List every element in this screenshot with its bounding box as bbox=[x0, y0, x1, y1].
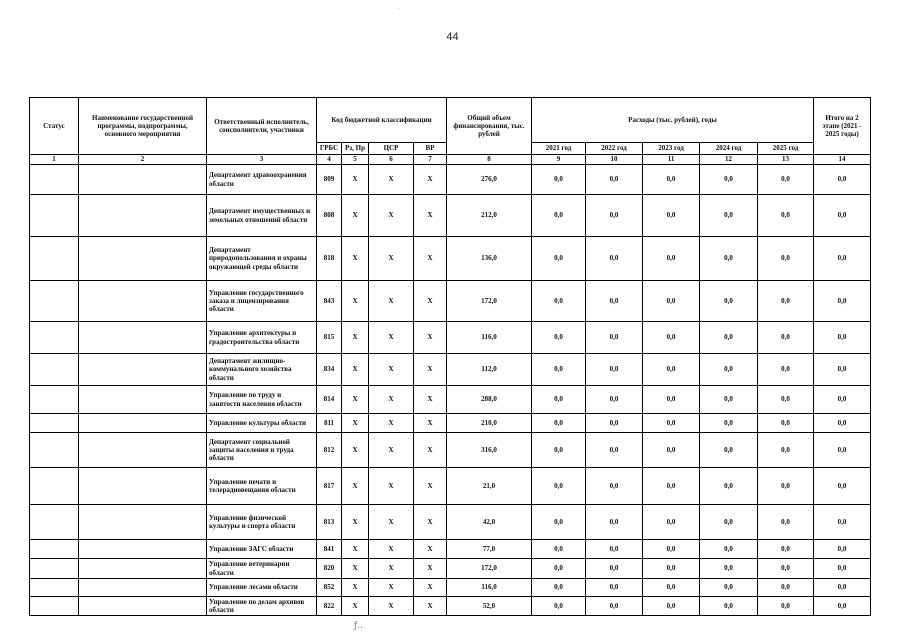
header-vr: ВР bbox=[414, 143, 447, 155]
year-2021-cell: 0,0 bbox=[532, 468, 586, 505]
bottom-mark: ƒ.. bbox=[354, 621, 363, 631]
executor-cell: Управление ветеринарии области bbox=[207, 559, 317, 579]
year-2022-cell: 0,0 bbox=[586, 505, 643, 540]
year-2021-cell: 0,0 bbox=[532, 354, 586, 386]
total-cell: 172,0 bbox=[447, 281, 532, 322]
total-cell: 212,0 bbox=[447, 195, 532, 237]
executor-cell: Управление по делам архивов области bbox=[207, 597, 317, 616]
header-year-2025: 2025 год bbox=[758, 143, 814, 155]
year-2022-cell: 0,0 bbox=[586, 165, 643, 195]
year-2023-cell: 0,0 bbox=[643, 505, 700, 540]
stage-total-cell: 0,0 bbox=[814, 559, 871, 579]
stage-total-cell: 0,0 bbox=[814, 414, 871, 433]
column-number: 11 bbox=[643, 155, 700, 165]
name-cell bbox=[79, 579, 207, 597]
status-cell bbox=[30, 322, 79, 354]
page-number: 44 bbox=[446, 31, 459, 43]
year-2024-cell: 0,0 bbox=[700, 597, 758, 616]
year-2021-cell: 0,0 bbox=[532, 386, 586, 414]
year-2025-cell: 0,0 bbox=[758, 237, 814, 281]
executor-cell: Департамент природопользования и охраны окружающей среды области bbox=[207, 237, 317, 281]
year-2022-cell: 0,0 bbox=[586, 468, 643, 505]
year-2024-cell: 0,0 bbox=[700, 322, 758, 354]
name-cell bbox=[79, 468, 207, 505]
year-2025-cell: 0,0 bbox=[758, 468, 814, 505]
rz-pr-cell: Х bbox=[342, 195, 369, 237]
stage-total-cell: 0,0 bbox=[814, 237, 871, 281]
year-2021-cell: 0,0 bbox=[532, 579, 586, 597]
rz-pr-cell: Х bbox=[342, 597, 369, 616]
csr-cell: Х bbox=[369, 579, 414, 597]
table-row bbox=[30, 433, 871, 468]
vr-cell: Х bbox=[414, 322, 447, 354]
year-2024-cell: 0,0 bbox=[700, 414, 758, 433]
executor-cell: Управление культуры области bbox=[207, 414, 317, 433]
year-2024-cell: 0,0 bbox=[700, 281, 758, 322]
vr-cell: Х bbox=[414, 237, 447, 281]
table-row bbox=[30, 468, 871, 505]
total-cell: 288,0 bbox=[447, 386, 532, 414]
grbs-cell: 815 bbox=[317, 322, 342, 354]
column-number: 7 bbox=[414, 155, 447, 165]
csr-cell: Х bbox=[369, 195, 414, 237]
grbs-cell: 820 bbox=[317, 559, 342, 579]
header-csr: ЦСР bbox=[369, 143, 414, 155]
column-number: 12 bbox=[700, 155, 758, 165]
total-cell: 112,0 bbox=[447, 354, 532, 386]
total-cell: 116,0 bbox=[447, 579, 532, 597]
year-2021-cell: 0,0 bbox=[532, 597, 586, 616]
year-2023-cell: 0,0 bbox=[643, 237, 700, 281]
stage-total-cell: 0,0 bbox=[814, 281, 871, 322]
executor-cell: Управление по труду и занятости населения области bbox=[207, 386, 317, 414]
vr-cell: Х bbox=[414, 468, 447, 505]
vr-cell: Х bbox=[414, 195, 447, 237]
table-row bbox=[30, 195, 871, 237]
year-2022-cell: 0,0 bbox=[586, 559, 643, 579]
status-cell bbox=[30, 354, 79, 386]
vr-cell: Х bbox=[414, 579, 447, 597]
stage-total-cell: 0,0 bbox=[814, 322, 871, 354]
header-budget-code: Код бюджетной классификации bbox=[317, 98, 447, 143]
header-executor: Ответственный исполнитель, соисполнители, участники bbox=[207, 98, 317, 155]
column-number-row bbox=[30, 155, 871, 165]
year-2023-cell: 0,0 bbox=[643, 165, 700, 195]
year-2024-cell: 0,0 bbox=[700, 165, 758, 195]
status-cell bbox=[30, 505, 79, 540]
grbs-cell: 834 bbox=[317, 354, 342, 386]
rz-pr-cell: Х bbox=[342, 414, 369, 433]
year-2021-cell: 0,0 bbox=[532, 322, 586, 354]
rz-pr-cell: Х bbox=[342, 505, 369, 540]
grbs-cell: 817 bbox=[317, 468, 342, 505]
year-2025-cell: 0,0 bbox=[758, 386, 814, 414]
column-number: 9 bbox=[532, 155, 586, 165]
header-year-2022: 2022 год bbox=[586, 143, 643, 155]
grbs-cell: 841 bbox=[317, 540, 342, 559]
name-cell bbox=[79, 414, 207, 433]
year-2021-cell: 0,0 bbox=[532, 540, 586, 559]
name-cell bbox=[79, 540, 207, 559]
rz-pr-cell: Х bbox=[342, 354, 369, 386]
header-grbs: ГРБС bbox=[317, 143, 342, 155]
rz-pr-cell: Х bbox=[342, 237, 369, 281]
name-cell bbox=[79, 505, 207, 540]
vr-cell: Х bbox=[414, 165, 447, 195]
year-2022-cell: 0,0 bbox=[586, 414, 643, 433]
column-number: 8 bbox=[447, 155, 532, 165]
header-stage-total: Итого на 2 этапе (2021 - 2025 годы) bbox=[814, 98, 871, 155]
table-row bbox=[30, 386, 871, 414]
year-2021-cell: 0,0 bbox=[532, 505, 586, 540]
total-cell: 116,0 bbox=[447, 322, 532, 354]
header-year-2023: 2023 год bbox=[643, 143, 700, 155]
year-2024-cell: 0,0 bbox=[700, 540, 758, 559]
stage-total-cell: 0,0 bbox=[814, 165, 871, 195]
header-name: Наименование государственной программы, подпрограммы, основного мероприятия bbox=[79, 98, 207, 155]
vr-cell: Х bbox=[414, 281, 447, 322]
table-row bbox=[30, 322, 871, 354]
grbs-cell: 811 bbox=[317, 414, 342, 433]
total-cell: 210,0 bbox=[447, 414, 532, 433]
year-2023-cell: 0,0 bbox=[643, 433, 700, 468]
name-cell bbox=[79, 322, 207, 354]
table-row bbox=[30, 505, 871, 540]
executor-cell: Управление физической культуры и спорта области bbox=[207, 505, 317, 540]
csr-cell: Х bbox=[369, 468, 414, 505]
year-2024-cell: 0,0 bbox=[700, 468, 758, 505]
year-2023-cell: 0,0 bbox=[643, 322, 700, 354]
table-row bbox=[30, 597, 871, 616]
column-number: 5 bbox=[342, 155, 369, 165]
vr-cell: Х bbox=[414, 597, 447, 616]
csr-cell: Х bbox=[369, 386, 414, 414]
executor-cell: Управление ЗАГС области bbox=[207, 540, 317, 559]
csr-cell: Х bbox=[369, 354, 414, 386]
rz-pr-cell: Х bbox=[342, 165, 369, 195]
status-cell bbox=[30, 195, 79, 237]
grbs-cell: 812 bbox=[317, 433, 342, 468]
year-2025-cell: 0,0 bbox=[758, 579, 814, 597]
year-2022-cell: 0,0 bbox=[586, 386, 643, 414]
year-2025-cell: 0,0 bbox=[758, 505, 814, 540]
budget-table bbox=[29, 97, 871, 616]
year-2021-cell: 0,0 bbox=[532, 195, 586, 237]
status-cell bbox=[30, 579, 79, 597]
column-number: 14 bbox=[814, 155, 871, 165]
table-row bbox=[30, 354, 871, 386]
year-2025-cell: 0,0 bbox=[758, 322, 814, 354]
name-cell bbox=[79, 195, 207, 237]
vr-cell: Х bbox=[414, 540, 447, 559]
stage-total-cell: 0,0 bbox=[814, 433, 871, 468]
year-2024-cell: 0,0 bbox=[700, 195, 758, 237]
year-2025-cell: 0,0 bbox=[758, 414, 814, 433]
rz-pr-cell: Х bbox=[342, 322, 369, 354]
year-2021-cell: 0,0 bbox=[532, 165, 586, 195]
year-2025-cell: 0,0 bbox=[758, 597, 814, 616]
year-2023-cell: 0,0 bbox=[643, 281, 700, 322]
year-2023-cell: 0,0 bbox=[643, 579, 700, 597]
table-row bbox=[30, 579, 871, 597]
total-cell: 21,0 bbox=[447, 468, 532, 505]
table-row bbox=[30, 540, 871, 559]
header-rz-pr: Рз, Пр bbox=[342, 143, 369, 155]
grbs-cell: 813 bbox=[317, 505, 342, 540]
csr-cell: Х bbox=[369, 237, 414, 281]
column-number: 2 bbox=[79, 155, 207, 165]
stage-total-cell: 0,0 bbox=[814, 579, 871, 597]
executor-cell: Управление лесами области bbox=[207, 579, 317, 597]
year-2025-cell: 0,0 bbox=[758, 433, 814, 468]
csr-cell: Х bbox=[369, 540, 414, 559]
header-expenses: Расходы (тыс. рублей), годы bbox=[532, 98, 814, 143]
executor-cell: Департамент здравоохранения области bbox=[207, 165, 317, 195]
executor-cell: Департамент социальной защиты населения и труда области bbox=[207, 433, 317, 468]
year-2022-cell: 0,0 bbox=[586, 597, 643, 616]
total-cell: 276,0 bbox=[447, 165, 532, 195]
year-2023-cell: 0,0 bbox=[643, 597, 700, 616]
executor-cell: Управление печати и телерадиовещания области bbox=[207, 468, 317, 505]
column-number: 4 bbox=[317, 155, 342, 165]
year-2024-cell: 0,0 bbox=[700, 354, 758, 386]
name-cell bbox=[79, 237, 207, 281]
rz-pr-cell: Х bbox=[342, 386, 369, 414]
year-2022-cell: 0,0 bbox=[586, 354, 643, 386]
stage-total-cell: 0,0 bbox=[814, 597, 871, 616]
year-2023-cell: 0,0 bbox=[643, 540, 700, 559]
executor-cell: Департамент имущественных и земельных отношений области bbox=[207, 195, 317, 237]
table-row bbox=[30, 281, 871, 322]
total-cell: 77,0 bbox=[447, 540, 532, 559]
stage-total-cell: 0,0 bbox=[814, 540, 871, 559]
status-cell bbox=[30, 540, 79, 559]
column-number: 3 bbox=[207, 155, 317, 165]
column-number: 10 bbox=[586, 155, 643, 165]
total-cell: 42,0 bbox=[447, 505, 532, 540]
table-row bbox=[30, 165, 871, 195]
name-cell bbox=[79, 386, 207, 414]
stray-dot: · bbox=[398, 6, 400, 13]
year-2025-cell: 0,0 bbox=[758, 540, 814, 559]
year-2022-cell: 0,0 bbox=[586, 281, 643, 322]
status-cell bbox=[30, 237, 79, 281]
csr-cell: Х bbox=[369, 433, 414, 468]
rz-pr-cell: Х bbox=[342, 559, 369, 579]
csr-cell: Х bbox=[369, 559, 414, 579]
executor-cell: Управление государственного заказа и лицензирования области bbox=[207, 281, 317, 322]
column-number: 13 bbox=[758, 155, 814, 165]
year-2022-cell: 0,0 bbox=[586, 237, 643, 281]
table-row bbox=[30, 559, 871, 579]
header-status: Статус bbox=[30, 98, 79, 155]
vr-cell: Х bbox=[414, 414, 447, 433]
status-cell bbox=[30, 559, 79, 579]
status-cell bbox=[30, 281, 79, 322]
total-cell: 316,0 bbox=[447, 433, 532, 468]
year-2022-cell: 0,0 bbox=[586, 540, 643, 559]
grbs-cell: 843 bbox=[317, 281, 342, 322]
header-total: Общий объем финансирования, тыс. рублей bbox=[447, 98, 532, 155]
name-cell bbox=[79, 165, 207, 195]
csr-cell: Х bbox=[369, 165, 414, 195]
stage-total-cell: 0,0 bbox=[814, 468, 871, 505]
total-cell: 136,0 bbox=[447, 237, 532, 281]
stage-total-cell: 0,0 bbox=[814, 195, 871, 237]
year-2024-cell: 0,0 bbox=[700, 237, 758, 281]
year-2023-cell: 0,0 bbox=[643, 468, 700, 505]
grbs-cell: 809 bbox=[317, 165, 342, 195]
year-2024-cell: 0,0 bbox=[700, 505, 758, 540]
csr-cell: Х bbox=[369, 414, 414, 433]
year-2021-cell: 0,0 bbox=[532, 281, 586, 322]
year-2022-cell: 0,0 bbox=[586, 579, 643, 597]
table-body bbox=[30, 165, 871, 616]
column-number: 6 bbox=[369, 155, 414, 165]
header-year-2021: 2021 год bbox=[532, 143, 586, 155]
name-cell bbox=[79, 354, 207, 386]
vr-cell: Х bbox=[414, 559, 447, 579]
year-2025-cell: 0,0 bbox=[758, 281, 814, 322]
year-2022-cell: 0,0 bbox=[586, 322, 643, 354]
stage-total-cell: 0,0 bbox=[814, 386, 871, 414]
csr-cell: Х bbox=[369, 322, 414, 354]
status-cell bbox=[30, 386, 79, 414]
rz-pr-cell: Х bbox=[342, 433, 369, 468]
year-2021-cell: 0,0 bbox=[532, 237, 586, 281]
csr-cell: Х bbox=[369, 597, 414, 616]
csr-cell: Х bbox=[369, 505, 414, 540]
year-2025-cell: 0,0 bbox=[758, 165, 814, 195]
executor-cell: Департамент жилищно-коммунального хозяйства области bbox=[207, 354, 317, 386]
vr-cell: Х bbox=[414, 354, 447, 386]
name-cell bbox=[79, 597, 207, 616]
year-2025-cell: 0,0 bbox=[758, 195, 814, 237]
year-2023-cell: 0,0 bbox=[643, 386, 700, 414]
stage-total-cell: 0,0 bbox=[814, 354, 871, 386]
year-2022-cell: 0,0 bbox=[586, 433, 643, 468]
budget-table-wrapper bbox=[29, 97, 870, 616]
year-2025-cell: 0,0 bbox=[758, 354, 814, 386]
name-cell bbox=[79, 559, 207, 579]
year-2023-cell: 0,0 bbox=[643, 559, 700, 579]
name-cell bbox=[79, 281, 207, 322]
column-number: 1 bbox=[30, 155, 79, 165]
rz-pr-cell: Х bbox=[342, 468, 369, 505]
rz-pr-cell: Х bbox=[342, 281, 369, 322]
grbs-cell: 852 bbox=[317, 579, 342, 597]
year-2024-cell: 0,0 bbox=[700, 559, 758, 579]
grbs-cell: 814 bbox=[317, 386, 342, 414]
status-cell bbox=[30, 165, 79, 195]
grbs-cell: 808 bbox=[317, 195, 342, 237]
executor-cell: Управление архитектуры и градостроительства области bbox=[207, 322, 317, 354]
status-cell bbox=[30, 468, 79, 505]
year-2023-cell: 0,0 bbox=[643, 414, 700, 433]
rz-pr-cell: Х bbox=[342, 579, 369, 597]
year-2025-cell: 0,0 bbox=[758, 559, 814, 579]
year-2021-cell: 0,0 bbox=[532, 433, 586, 468]
csr-cell: Х bbox=[369, 281, 414, 322]
year-2022-cell: 0,0 bbox=[586, 195, 643, 237]
stage-total-cell: 0,0 bbox=[814, 505, 871, 540]
rz-pr-cell: Х bbox=[342, 540, 369, 559]
name-cell bbox=[79, 433, 207, 468]
status-cell bbox=[30, 414, 79, 433]
vr-cell: Х bbox=[414, 505, 447, 540]
vr-cell: Х bbox=[414, 433, 447, 468]
header-year-2024: 2024 год bbox=[700, 143, 758, 155]
vr-cell: Х bbox=[414, 386, 447, 414]
year-2021-cell: 0,0 bbox=[532, 414, 586, 433]
total-cell: 52,0 bbox=[447, 597, 532, 616]
year-2024-cell: 0,0 bbox=[700, 433, 758, 468]
total-cell: 172,0 bbox=[447, 559, 532, 579]
year-2024-cell: 0,0 bbox=[700, 386, 758, 414]
year-2024-cell: 0,0 bbox=[700, 579, 758, 597]
year-2023-cell: 0,0 bbox=[643, 195, 700, 237]
table-row bbox=[30, 237, 871, 281]
year-2023-cell: 0,0 bbox=[643, 354, 700, 386]
status-cell bbox=[30, 433, 79, 468]
status-cell bbox=[30, 597, 79, 616]
grbs-cell: 818 bbox=[317, 237, 342, 281]
table-row bbox=[30, 414, 871, 433]
year-2021-cell: 0,0 bbox=[532, 559, 586, 579]
grbs-cell: 822 bbox=[317, 597, 342, 616]
